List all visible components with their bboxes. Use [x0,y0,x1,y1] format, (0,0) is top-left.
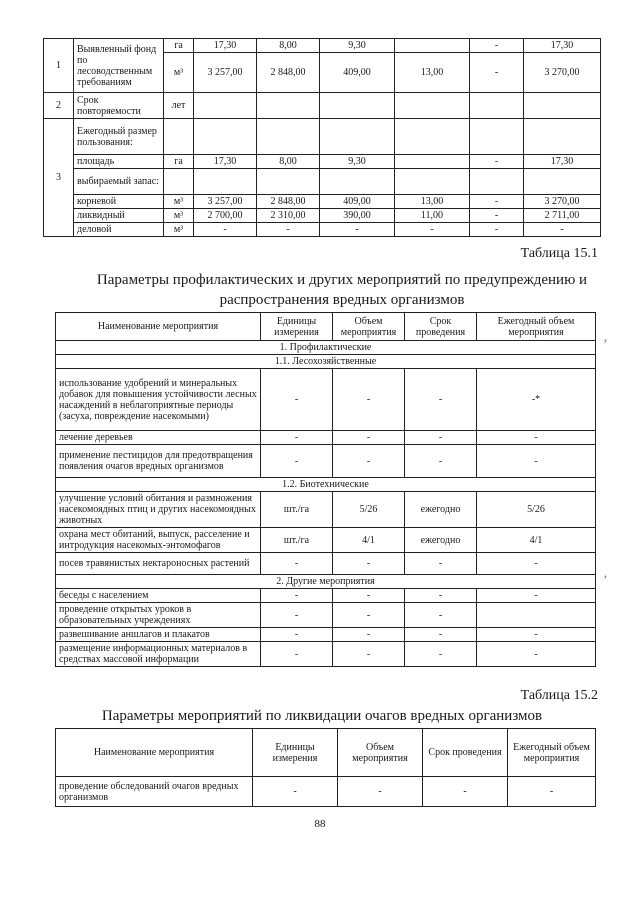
measure-name: проведение обследований очагов вредных организмов [56,777,253,807]
column-header: Объем мероприятия [333,313,405,341]
table-row [44,155,601,169]
table-row [44,119,601,155]
cell-value: - [405,369,477,431]
column-header: Единицы измерения [253,729,338,777]
cell-value: - [470,223,524,237]
measure-name: посев травянистых нектароносных растений [56,553,261,575]
table-15-1-title: Параметры профилактических и других мероприятий по предупреждению и распространения вредных организмов [96,272,588,308]
column-header: Наименование мероприятия [56,313,261,341]
cell-value: 3 257,00 [194,195,257,209]
cell-value: 2 310,00 [257,209,320,223]
forest-use-table [43,38,601,237]
measure-name: использование удобрений и минеральных добавок для повышения устойчивости лесных насаждений в неблагоприятные периоды (засуха, повреждение насекомыми) [56,369,261,431]
cell-value [320,169,395,195]
cell-value [395,119,470,155]
section-label: 2. Другие мероприятия [56,575,596,589]
cell-value: - [477,553,596,575]
cell-value: 3 257,00 [194,53,257,93]
table-row [56,445,596,478]
section-row [56,575,596,589]
section-label: 1. Профилактические [56,341,596,355]
table-row [56,492,596,528]
cell-value: - [395,223,470,237]
cell-value: 2 848,00 [257,195,320,209]
cell-value: - [405,628,477,642]
cell-value: 390,00 [320,209,395,223]
row-name: Выявленный фонд по лесоводственным требованиям [74,39,164,93]
measure-name: размещение информационных материалов в средствах массовой информации [56,642,261,667]
cell-value: - [261,369,333,431]
cell-value [194,169,257,195]
cell-value: 9,30 [320,39,395,53]
cell-value: - [333,589,405,603]
row-number: 2 [44,93,74,119]
measure-name: развешивание аншлагов и плакатов [56,628,261,642]
cell-value: - [320,223,395,237]
cell-value: 3 270,00 [524,53,601,93]
cell-value [395,169,470,195]
cell-value: - [405,603,477,628]
section-row [56,478,596,492]
cell-value [477,603,596,628]
table-row [44,169,601,195]
table-row [44,93,601,119]
row-name: ликвидный [74,209,164,223]
cell-value: - [477,445,596,478]
cell-value [524,169,601,195]
cell-value: - [477,628,596,642]
table-row [44,195,601,209]
table-row [44,39,601,53]
cell-value [395,39,470,53]
cell-value [257,169,320,195]
cell-value: - [257,223,320,237]
cell-value: - [405,431,477,445]
cell-value: - [333,369,405,431]
cell-value [470,169,524,195]
cell-value: -* [477,369,596,431]
cell-value: - [470,195,524,209]
cell-value [395,155,470,169]
cell-value: 4/1 [333,528,405,553]
table-row [56,777,596,807]
row-number: 1 [44,39,74,93]
cell-value [470,93,524,119]
table-row [44,209,601,223]
row-name: площадь [74,155,164,169]
table-15-1-caption: Таблица 15.1 [520,246,598,261]
cell-value: - [524,223,601,237]
row-unit: м³ [164,209,194,223]
page-number: 88 [314,818,326,830]
cell-value: - [333,628,405,642]
table-row [56,553,596,575]
cell-value: 17,30 [194,39,257,53]
row-unit: га [164,39,194,53]
measure-name: лечение деревьев [56,431,261,445]
cell-value: - [261,589,333,603]
row-name: выбираемый запас: [74,169,164,195]
table-row [44,223,601,237]
cell-value: - [405,553,477,575]
cell-value: 17,30 [524,155,601,169]
cell-value [524,119,601,155]
table-15-2-title: Параметры мероприятий по ликвидации очагов вредных организмов [101,708,543,724]
section-label: 1.2. Биотехнические [56,478,596,492]
row-name: Ежегодный размер пользования: [74,119,164,155]
cell-value [395,93,470,119]
cell-value [257,93,320,119]
cell-value: 13,00 [395,195,470,209]
table-15-2-caption: Таблица 15.2 [520,688,598,703]
header-row [56,313,596,341]
cell-value: шт./га [261,528,333,553]
column-header: Ежегодный объем мероприятия [477,313,596,341]
row-unit: м³ [164,53,194,93]
cell-value: - [405,589,477,603]
measure-name: проведение открытых уроков в образовательных учреждениях [56,603,261,628]
prevention-measures-table [55,312,596,667]
measure-name: охрана мест обитаний, выпуск, расселение и интродукция насекомых-энтомофагов [56,528,261,553]
cell-value [194,119,257,155]
cell-value [320,119,395,155]
column-header: Единицы измерения [261,313,333,341]
cell-value [257,119,320,155]
row-unit: м³ [164,195,194,209]
cell-value: - [338,777,423,807]
measure-name: беседы с населением [56,589,261,603]
cell-value: 8,00 [257,39,320,53]
cell-value: 4/1 [477,528,596,553]
table-row [56,589,596,603]
cell-value: 13,00 [395,53,470,93]
cell-value [164,119,194,155]
cell-value: 5/26 [477,492,596,528]
cell-value: 5/26 [333,492,405,528]
cell-value: - [333,445,405,478]
column-header: Срок проведения [405,313,477,341]
cell-value: - [405,642,477,667]
cell-value: 2 700,00 [194,209,257,223]
cell-value: - [477,431,596,445]
row-name: Срок повторяемости [74,93,164,119]
cell-value: - [477,642,596,667]
cell-value: 9,30 [320,155,395,169]
column-header: Объем мероприятия [338,729,423,777]
section-label: 1.1. Лесохозяйственные [56,355,596,369]
cell-value: - [508,777,596,807]
cell-value: 17,30 [524,39,601,53]
elimination-measures-table [55,728,596,807]
measure-name: улучшение условий обитания и размножения насекомоядных птиц и других насекомоядных животных [56,492,261,528]
row-name: деловой [74,223,164,237]
row-unit: м³ [164,223,194,237]
cell-value: 409,00 [320,195,395,209]
cell-value [524,93,601,119]
cell-value: - [470,155,524,169]
cell-value: - [194,223,257,237]
table-row [56,528,596,553]
measure-name: применение пестицидов для предотвращения появления очагов вредных организмов [56,445,261,478]
header-row [56,729,596,777]
cell-value: 11,00 [395,209,470,223]
cell-value: - [405,445,477,478]
cell-value: - [477,589,596,603]
cell-value: - [261,603,333,628]
cell-value: ежегодно [405,528,477,553]
cell-value: 2 711,00 [524,209,601,223]
table-row [56,628,596,642]
cell-value: - [261,642,333,667]
row-number: 3 [44,119,74,237]
cell-value: - [333,431,405,445]
cell-value: - [470,39,524,53]
cell-value: - [253,777,338,807]
table-row [56,603,596,628]
section-row [56,341,596,355]
row-unit: га [164,155,194,169]
cell-value: - [261,553,333,575]
cell-value [320,93,395,119]
cell-value: шт./га [261,492,333,528]
cell-value: 3 270,00 [524,195,601,209]
cell-value [194,93,257,119]
row-unit [164,169,194,195]
table-row [56,431,596,445]
cell-value [470,119,524,155]
table-row [56,642,596,667]
cell-value: - [261,445,333,478]
cell-value: - [333,603,405,628]
margin-mark: ‚ [603,330,608,345]
section-row [56,355,596,369]
margin-mark: ‚ [603,566,608,581]
cell-value: - [333,553,405,575]
column-header: Ежегодный объем мероприятия [508,729,596,777]
cell-value: - [423,777,508,807]
cell-value: 409,00 [320,53,395,93]
cell-value: ежегодно [405,492,477,528]
cell-value: - [470,53,524,93]
column-header: Срок проведения [423,729,508,777]
cell-value: - [333,642,405,667]
table-row [56,369,596,431]
cell-value: - [261,431,333,445]
row-name: корневой [74,195,164,209]
cell-value: - [470,209,524,223]
cell-value: 8,00 [257,155,320,169]
column-header: Наименование мероприятия [56,729,253,777]
row-unit: лет [164,93,194,119]
cell-value: - [261,628,333,642]
cell-value: 17,30 [194,155,257,169]
cell-value: 2 848,00 [257,53,320,93]
